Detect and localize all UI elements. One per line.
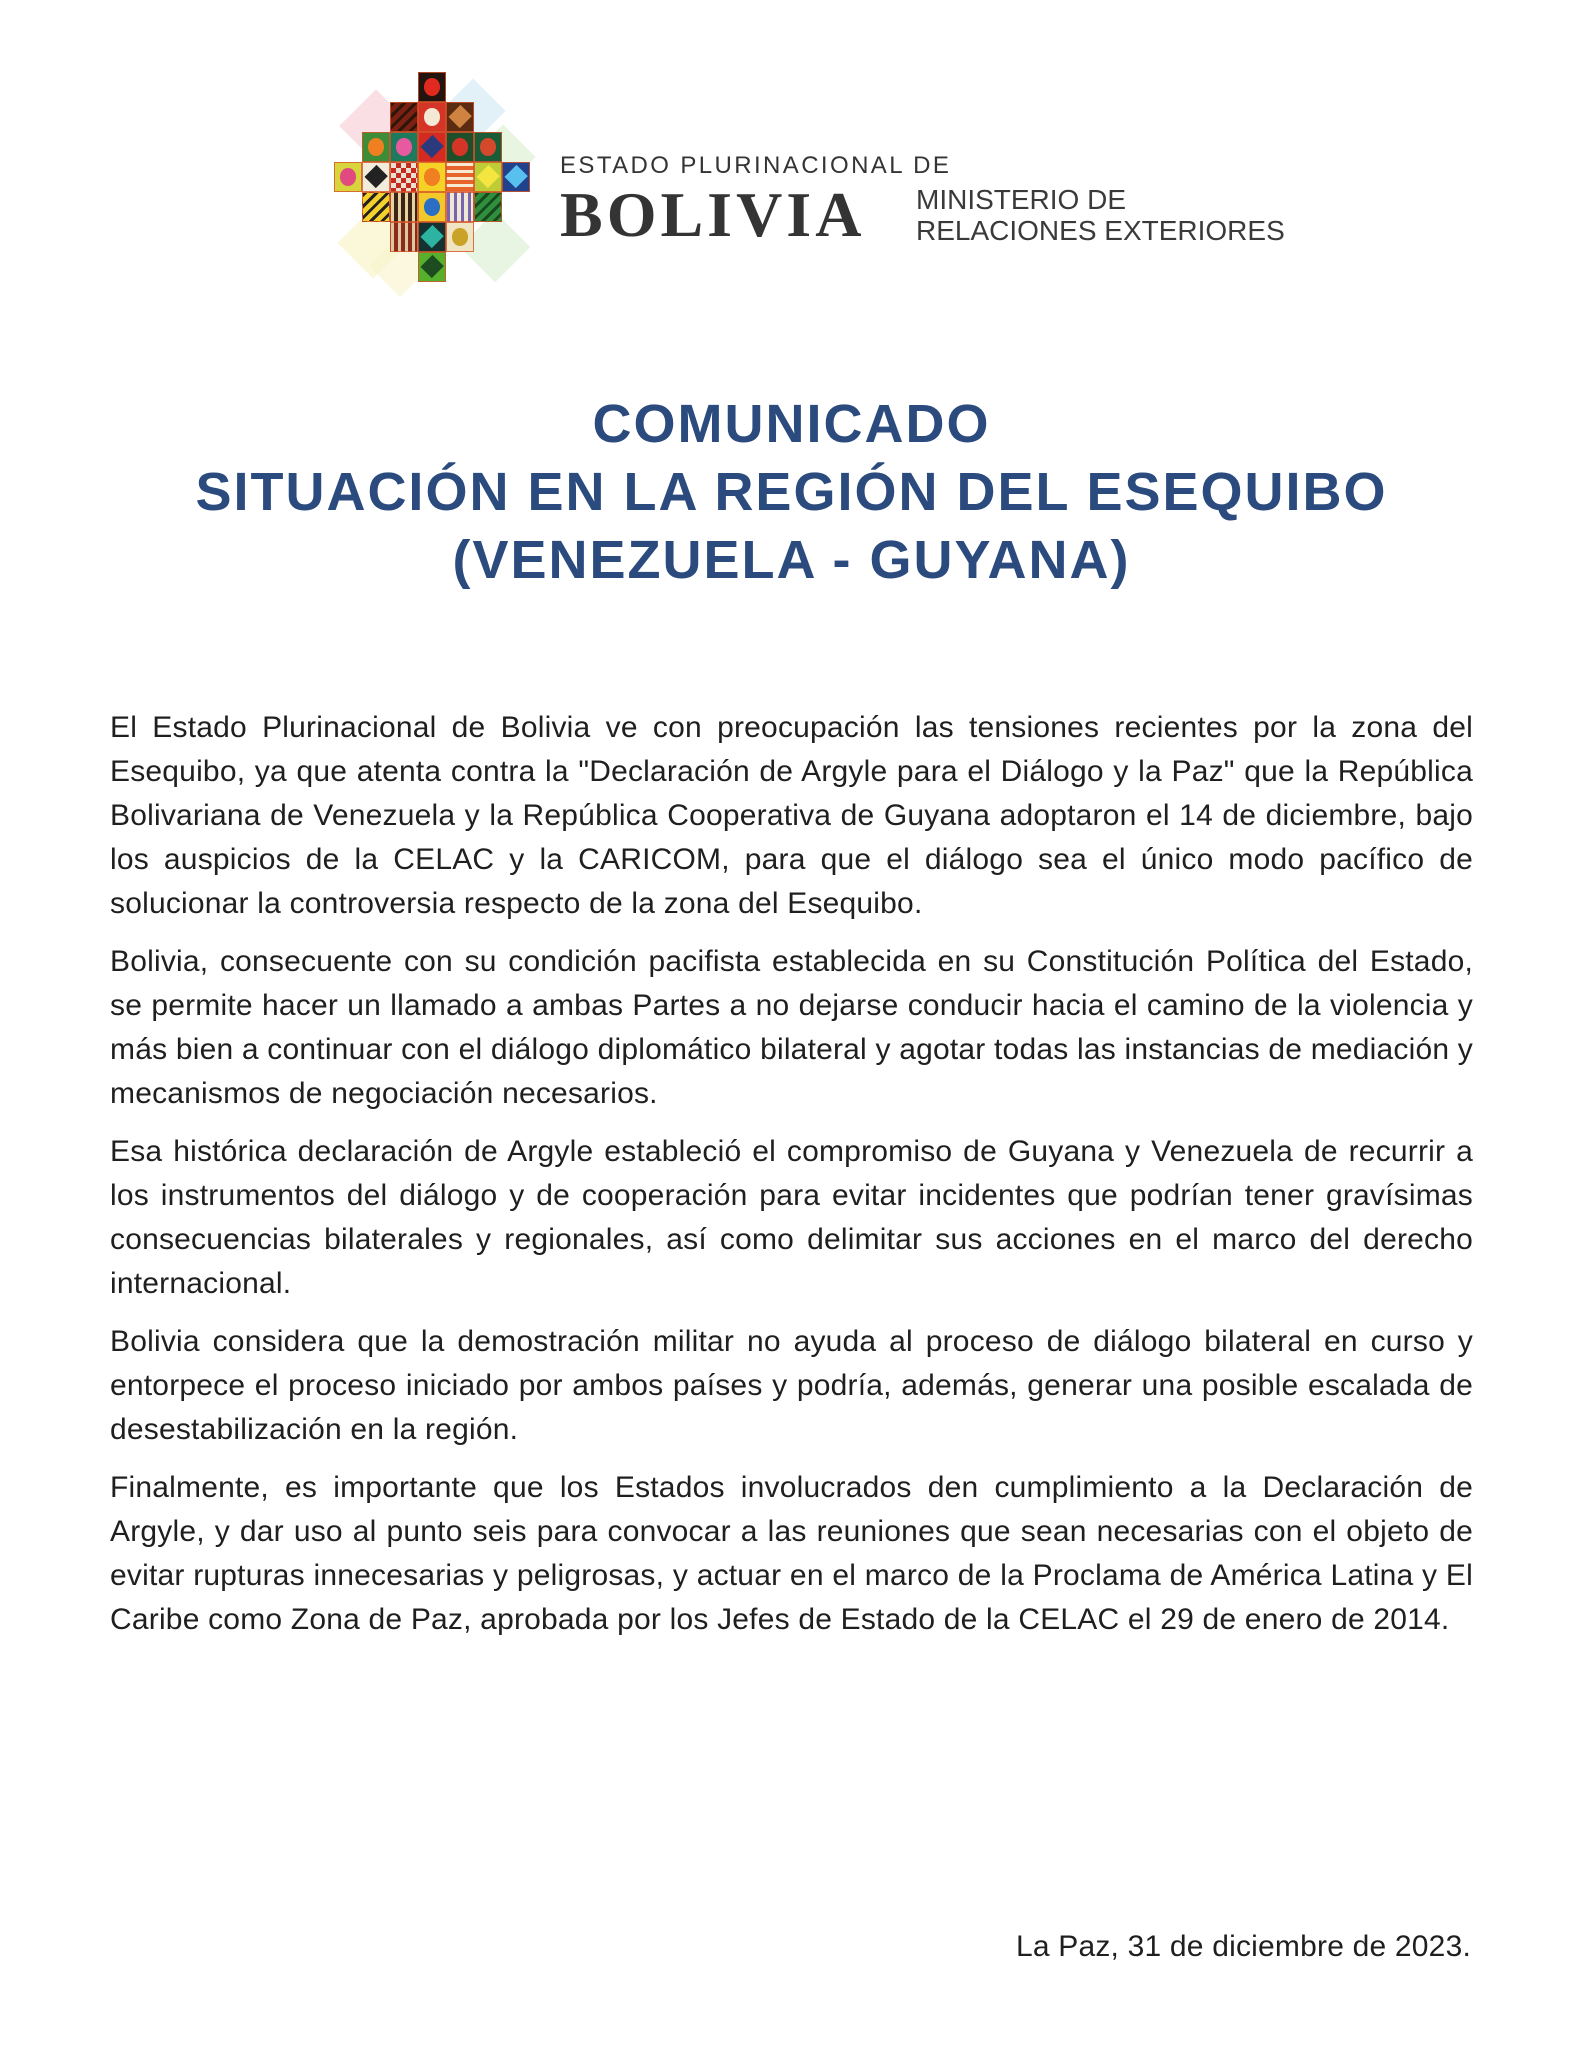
- mosaic-tile: [390, 192, 418, 222]
- mosaic-tile: [446, 102, 474, 132]
- paragraph-1: El Estado Plurinacional de Bolivia ve con preocupación las tensiones recientes por la zona del Esequibo, ya que atenta contra la "Declaración de Argyle para el Diálogo y la Paz" que la República Bolivariana de Venezuela y la República Cooperativa de Guyana adoptaron el 14 de diciembre, bajo los auspicios de la CELAC y la CARICOM, para que el diálogo sea el único modo pacífico de solucionar la controversia respecto de la zona del Esequibo.: [110, 711, 1473, 920]
- mosaic-tile: [362, 132, 390, 162]
- mosaic-tile: [446, 222, 474, 252]
- bolivia-wordmark: [560, 152, 951, 248]
- ministry-name: [916, 184, 1285, 246]
- mosaic-tile: [418, 192, 446, 222]
- title-line-comunicado: COMUNICADO: [592, 394, 991, 454]
- mosaic-tile: [474, 132, 502, 162]
- mosaic-tile: [474, 162, 502, 192]
- mosaic-tile: [418, 222, 446, 252]
- ministry-line-2: RELACIONES EXTERIORES: [916, 215, 1285, 246]
- mosaic-tile: [334, 162, 362, 192]
- title-line-paises: (VENEZUELA - GUYANA): [452, 530, 1131, 590]
- paragraph-5: Finalmente, es importante que los Estados involucrados den cumplimiento a la Declaración de Argyle, y dar uso al punto seis para convocar a las reuniones que sean necesarias con el objeto de evitar rupturas innecesarias y peligrosas, y actuar en el marco de la Proclama de América Latina y El Caribe como Zona de Paz, aprobada por los Jefes de Estado de la CELAC el 29 de enero de 2014.: [110, 1471, 1473, 1636]
- paragraph-3: Esa histórica declaración de Argyle estableció el compromiso de Guyana y Venezuela de recurrir a los instrumentos del diálogo y de cooperación para evitar incidentes que podrían tener gravísimas consecuencias bilaterales y regionales, así como delimitar sus acciones en el marco del derecho internacional.: [110, 1135, 1473, 1300]
- mosaic-tile: [418, 72, 446, 102]
- mosaic-tile: [446, 192, 474, 222]
- mosaic-tile: [390, 162, 418, 192]
- mosaic-tile: [418, 132, 446, 162]
- ministry-line-1: MINISTERIO DE: [916, 184, 1127, 215]
- mosaic-tile: [418, 162, 446, 192]
- mosaic-tile: [390, 132, 418, 162]
- chakana-mosaic-logo-icon: [334, 72, 530, 284]
- paragraph-2: Bolivia, consecuente con su condición pacifista establecida en su Constitución Política del Estado, se permite hacer un llamado a ambas Partes a no dejarse conducir hacia el camino de la violencia y más bien a continuar con el diálogo diplomático bilateral y agotar todas las instancias de mediación y mecanismos de negociación necesarios.: [110, 945, 1473, 1110]
- mosaic-tile: [390, 222, 418, 252]
- mosaic-tile: [502, 162, 530, 192]
- mosaic-tile: [418, 102, 446, 132]
- paragraph-4: Bolivia considera que la demostración militar no ayuda al proceso de diálogo bilateral en curso y entorpece el proceso iniciado por ambos países y podría, además, generar una posible escalada de desestabilización en la región.: [110, 1325, 1473, 1446]
- mosaic-tile: [362, 192, 390, 222]
- mosaic-tile: [474, 192, 502, 222]
- document-title: [0, 390, 1583, 594]
- bolivia-country-name: BOLIVIA: [560, 179, 866, 250]
- mosaic-tile: [418, 252, 446, 282]
- mosaic-tile: [390, 102, 418, 132]
- title-line-situacion: SITUACIÓN EN LA REGIÓN DEL ESEQUIBO: [195, 462, 1388, 522]
- estado-plurinacional-label: ESTADO PLURINACIONAL DE: [560, 152, 952, 179]
- mosaic-tile: [446, 162, 474, 192]
- mosaic-tile: [362, 162, 390, 192]
- communique-body: [110, 706, 1473, 1656]
- mosaic-tile: [446, 132, 474, 162]
- dateline: La Paz, 31 de diciembre de 2023.: [1015, 1930, 1471, 1963]
